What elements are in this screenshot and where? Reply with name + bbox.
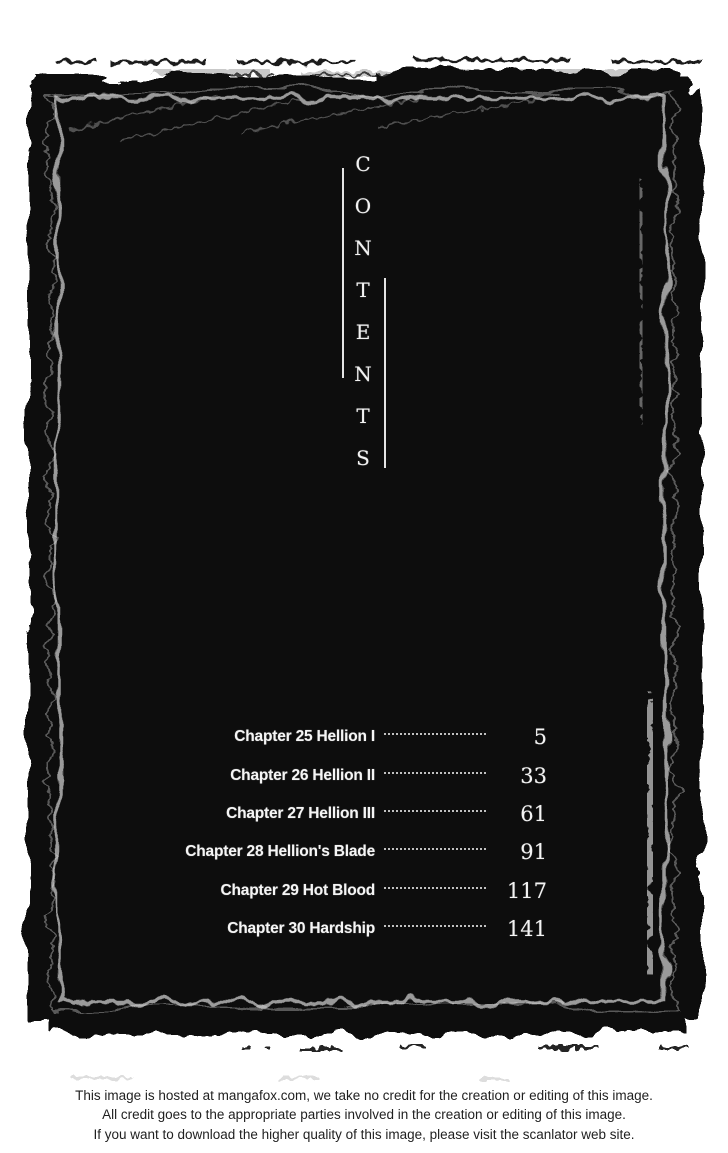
hosting-notice [0,1086,728,1144]
chapter-title: Chapter 27 Hellion III [226,804,375,822]
dotted-leader [384,772,486,774]
title-rule-right [384,278,386,468]
title-rule-left [342,168,344,378]
contents-title: CONTENTS [354,152,372,470]
chapter-page-number: 91 [520,840,547,865]
chapter-title: Chapter 25 Hellion I [234,728,375,746]
chapter-list [150,718,547,948]
notice-line: This image is hosted at mangafox.com, we take no credit for the creation or editing of this image. [75,1088,653,1103]
bottom-speckles [240,1046,688,1050]
notice-line: If you want to download the higher quality of this image, please visit the scanlator web site. [93,1126,635,1142]
chapter-title: Chapter 29 Hot Blood [220,881,375,899]
table-row [150,910,547,948]
chapter-page-number: 33 [520,763,547,788]
dotted-leader [384,925,486,927]
dotted-leader [384,733,486,735]
chapter-title: Chapter 30 Hardship [227,920,375,938]
table-row [150,833,547,871]
chapter-title: Chapter 28 Hellion's Blade [185,843,375,861]
table-row [150,718,547,756]
footer-smudges [70,1076,728,1080]
dotted-leader [384,887,486,889]
chapter-title: Chapter 26 Hellion II [230,766,375,784]
notice-line: All credit goes to the appropriate parties involved in the creation or editing of this image. [102,1107,626,1123]
table-row [150,756,547,794]
table-row [150,795,547,833]
chapter-page-number: 61 [520,801,547,826]
dotted-leader [384,810,486,812]
chapter-page-number: 141 [506,917,547,942]
chapter-page-number: 117 [506,878,547,903]
table-row [150,872,547,910]
dotted-leader [384,848,486,850]
chapter-page-number: 5 [533,725,547,750]
